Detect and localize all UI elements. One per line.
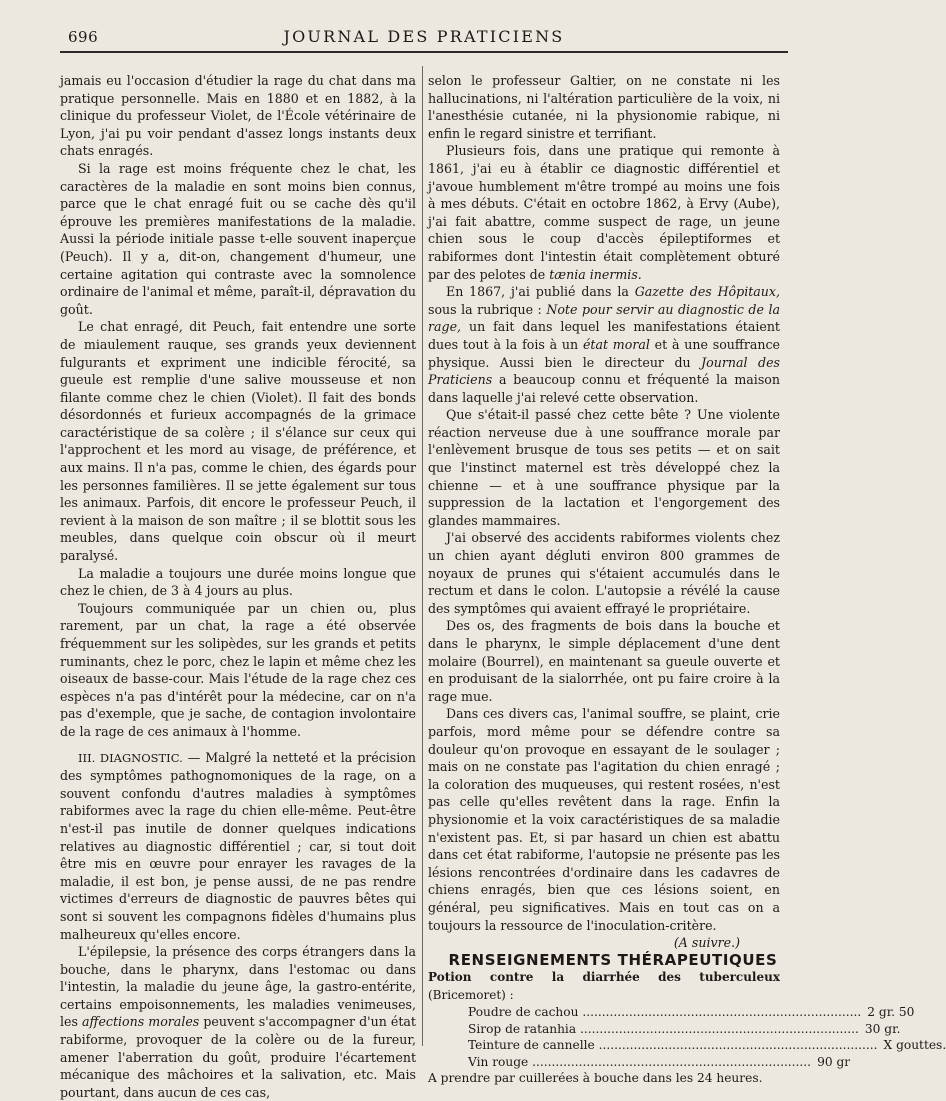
paragraph: J'ai observé des accidents rabiformes violents chez un chien ayant dégluti environ 800 grammes de noyaux de prunes qui s'étaient accumulés dans le rectum et dans le colon. L'autopsie a révélé la cause des symptômes qui avaient effrayé le propriétaire. <box>428 530 780 616</box>
paragraph: Que s'était-il passé chez cette bête ? Une violente réaction nerveuse due à une souffrance morale par l'enlèvement brusque de tous ses petits — et on sait que l'instinct maternel est très développé chez la chienne — et à une souffrance physique par la suppression de la lactation et l'engorgement des glandes mammaires. <box>428 407 780 528</box>
paragraph-diagnostic: III. DIAGNOSTIC. — Malgré la netteté et la précision des symptômes pathognomoniques de la rage, on a souvent confondu d'autres maladies à symptômes rabiformes avec la rage du chien elle-même. Peut-être n'est-il pas inutile de donner quelques indications relatives au diagnostic différentiel ; car, si tout doit être mis en œuvre pour enrayer les ravages de la maladie, il est bon, je pense aussi, de ne pas rendre victimes d'erreurs de diagnostic de pauvres bêtes qui sont si souvent les compagnons fidèles d'humains plus malheureux qu'elles encore. <box>60 749 416 942</box>
to-be-continued: (A suivre.) <box>673 935 740 951</box>
paragraph: Dans ces divers cas, l'animal souffre, se plaint, crie parfois, mord même pour se défendre contre sa douleur qu'on provoque en essayant de le soulager ; mais on ne constate pas l'agitation du chien enragé ; la coloration des muqueuses, qui restent rosées, n'est pas celle qu'elles revêtent dans la rage. Enfin la physionomie et la voix caractéristiques de sa maladie n'existent pas. Et, si par hasard un chien est abattu dans cet état rabiforme, l'autopsie ne présente pas les lésions rencontrées d'ordinaire dans les cadavres de chiens enragés, bien que ces lésions soient, en général, peu significatives. Mais en tout cas on a toujours la ressource de l'inoculation-critère. <box>428 706 780 933</box>
ingredient-row: Poudre de cachou ..... 2 gr. 50 <box>468 1004 788 1021</box>
page-header <box>68 22 780 50</box>
section-title: RENSEIGNEMENTS THÉRAPEUTIQUES <box>448 950 778 969</box>
recipe-title: Potion contre la diarrhée des tuberculeux (Bricemoret) : <box>428 970 780 1002</box>
paragraph: En 1867, j'ai publié dans la Gazette des Hôpitaux, sous la rubrique : Note pour servir au diagnostic de la rage, un fait dans lequel les manifestations étaient dues tout à la fois à un état moral et à une souffrance physique. Aussi bien le directeur du Journal des Praticiens a beaucoup connu et fréquenté la maison dans laquelle j'ai relevé cette observation. <box>428 284 781 405</box>
dosage-instructions: A prendre par cuillerées à bouche dans les 24 heures. <box>428 1071 763 1086</box>
column-divider <box>422 66 423 1046</box>
ingredient-list <box>468 1004 946 1070</box>
paragraph: Le chat enragé, dit Peuch, fait entendre une sorte de miaulement rauque, ses grands yeux deviennent fulgurants et expriment une indicible férocité, sa gueule est remplie d'une salive mousseuse et non filante comme chez le chien (Violet). Il fait des bonds désordonnés et furieux accompagnés de la grimace caractéristique de sa colère ; il s'élance sur ceux qui l'approchent et les mord au visage, de préférence, et aux mains. Il n'a pas, comme le chien, des égards pour les personnes familières. Il se jette également sur tous les animaux. Parfois, dit encore le professeur Peuch, il revient à la maison de son maître ; il se blottit sous les meubles, dans quelque coin obscur où il meurt paralysé. <box>60 319 416 564</box>
paragraph: Des os, des fragments de bois dans la bouche et dans le pharynx, le simple déplacement d'une dent molaire (Bourrel), en maintenant sa gueule ouverte et en produisant de la sialorrhée, ont pu faire croire à la rage mue. <box>428 618 780 704</box>
journal-title: JOURNAL DES PRATICIENS <box>283 27 565 46</box>
section-label: III. DIAGNOSTIC. <box>78 750 183 765</box>
ingredient-row: Sirop de ratanhia ..... 30 gr. <box>468 1021 788 1038</box>
ingredient-row: Vin rouge ..... 90 gr <box>468 1054 788 1071</box>
header-rule <box>60 51 788 53</box>
paragraph: Plusieurs fois, dans une pratique qui remonte à 1861, j'ai eu à établir ce diagnostic différentiel et j'avoue humblement m'être trompé au moins une fois à mes débuts. C'était en octobre 1862, à Ervy (Aube), j'ai fait abattre, comme suspect de rage, un jeune chien sous le coup d'accès épileptiformes et rabiformes dont l'intestin était complètement obturé par des pelotes de tænia inermis. <box>428 143 780 282</box>
paragraph: Toujours communiquée par un chien ou, plus rarement, par un chat, la rage a été observée fréquemment sur les solipèdes, sur les grands et petits ruminants, chez le porc, chez le lapin et même chez les oiseaux de basse-cour. Mais l'étude de la rage chez ces espèces n'a pas d'intérêt pour la médecine, car on n'a pas d'exemple, que je sache, de contagion involontaire de la rage de ces animaux à l'homme. <box>60 600 416 739</box>
paragraph: selon le professeur Galtier, on ne constate ni les hallucinations, ni l'altération particulière de la voix, ni l'anesthésie cutanée, ni la physionomie rabique, ni enfin le regard sinistre et terrifiant. <box>428 73 780 141</box>
page-number: 696 <box>68 28 99 46</box>
ingredient-row: Teinture de cannelle ..... X gouttes. <box>468 1037 788 1054</box>
paragraph: La maladie a toujours une durée moins longue que chez le chien, de 3 à 4 jours au plus. <box>60 565 416 599</box>
paragraph: L'épilepsie, la présence des corps étrangers dans la bouche, dans le pharynx, dans l'estomac ou dans l'intestin, la maladie du jeune âge, la gastro-entérite, certains empoisonnements, les maladies venimeuses, les affections morales peuvent s'accompagner d'un état rabiforme, provoquer de la colère ou de la fureur, amener l'aberration du goût, produire l'écartement mécanique des mâchoires et la salivation, etc. Mais pourtant, dans aucun de ces cas, <box>60 944 416 1100</box>
left-column <box>60 72 416 1100</box>
right-column <box>428 72 946 1086</box>
paragraph: Si la rage est moins fréquente chez le chat, les caractères de la maladie en sont moins bien connus, parce que le chat enragé fuit ou se cache dès qu'il éprouve les premières manifestations de la maladie. Aussi la période initiale passe t-elle souvent inaperçue (Peuch). Il y a, dit-on, changement d'humeur, une certaine agitation qui contraste avec la somnolence ordinaire de l'animal et même, paraît-il, dépravation du goût. <box>60 160 416 317</box>
paragraph: jamais eu l'occasion d'étudier la rage du chat dans ma pratique personnelle. Mais en 1880 et en 1882, à la clinique du professeur Violet, de l'École vétérinaire de Lyon, j'ai pu voir pendant d'assez longs instants deux chats enragés. <box>60 73 416 159</box>
